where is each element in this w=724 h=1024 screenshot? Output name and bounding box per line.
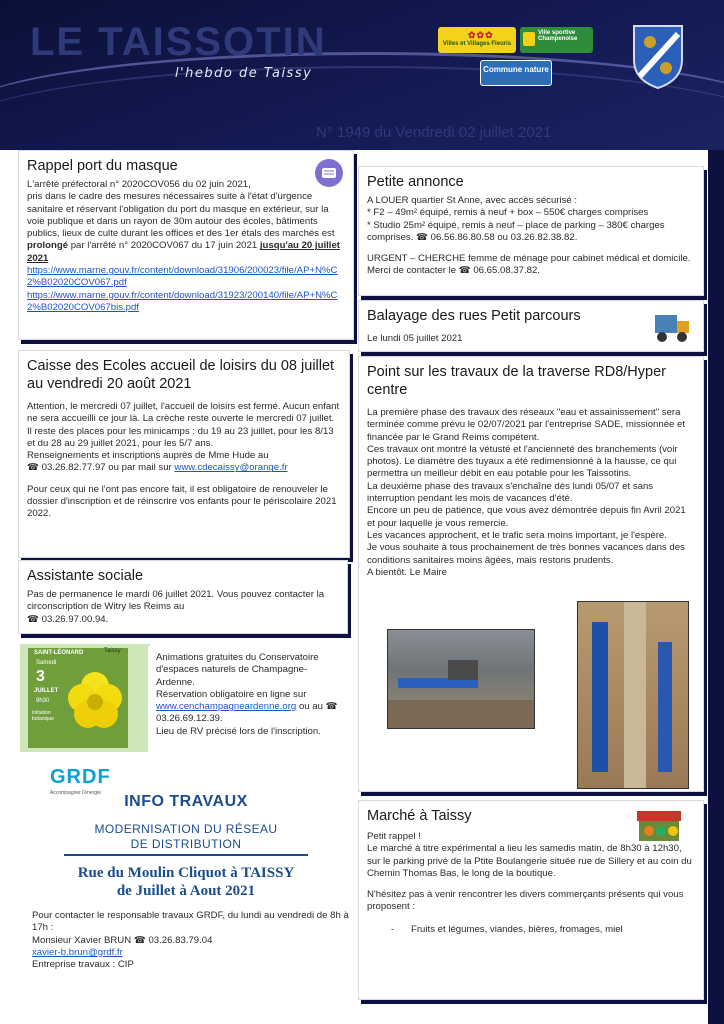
sport-icon xyxy=(523,32,535,46)
poster-brand: SAINT-LÉONARD xyxy=(34,650,84,656)
grdf-location: Rue du Moulin Cliquot à TAISSY de Juillet à Aout 2021 xyxy=(77,865,295,899)
sweeper-truck-icon xyxy=(651,309,695,345)
mask-reminder-box xyxy=(18,150,354,340)
poster-date: 3 xyxy=(36,668,45,685)
poster-time: 9h30 xyxy=(36,698,50,704)
travaux-text: La première phase des travaux des réseaux "eau et assainissement" sera terminée comme prévu le 02/07/2021 par l'entreprise SADE, missionnée et financée par le Grand Reims compétent. Ces travaux ont montré la vétusté et l'ancienneté des branchements (voir photos). Le diamètre des tuyaux a été redimensionné à la hausse, ce qui permettra un meilleur débit en eau potable pour les Taissotins. La deuxième phase des travaux s'enchaîne dès lundi 05/07 et sans interruption pendant les mois de vacances d'été. Encore un peu de patience, que vous avez démontrée depuis fin Avril 2021 et pour laquelle je vous remercie. Les vacances approchent, et le trafic sera moins important, je l'espère. Je vous souhaite à tous prochainement de très bonnes vacances dans des conditions sanitaires moins âgées, mais restons prudents. A bientôt. Le Maire xyxy=(367,407,686,578)
poster-caption: Initiation botanique xyxy=(32,710,54,722)
caisse-ecoles-box xyxy=(18,350,350,558)
grdf-tagline: Accompagner l'énergie xyxy=(50,790,101,796)
list-item: - Fruits et légumes, viandes, bières, fromages, miel xyxy=(391,924,695,936)
info-travaux-heading: INFO TRAVAUX xyxy=(124,793,248,810)
buttercup-flower-image xyxy=(60,664,128,744)
newsletter-subtitle: l'hebdo de Taissy xyxy=(175,66,313,81)
caisse-ecoles-title: Caisse des Ecoles accueil de loisirs du 08 juillet au vendredi 20 août 2021 xyxy=(27,358,335,392)
balayage-box xyxy=(358,300,704,352)
message-icon xyxy=(315,159,343,187)
conservatoire-text: Animations gratuites du Conservatoire d'espaces naturels de Champagne-Ardenne. Réservation obligatoire en ligne sur www.cenchampagneardenne.org ou au ☎ 03.26.69.12.39. Lieu de RV précisé lors de l'inscription. xyxy=(156,652,338,737)
conservatoire-box xyxy=(148,646,348,752)
grdf-flyer xyxy=(20,760,352,1004)
flowers-icon: ✿✿✿ xyxy=(468,30,494,40)
poster-city: Taissy xyxy=(104,648,121,654)
caisse-email-link[interactable]: www.cdecaissy@orange.fr xyxy=(174,462,288,474)
issue-number: N° 1949 du Vendredi 02 juillet 2021 xyxy=(316,124,552,141)
mask-reminder-text xyxy=(27,179,345,314)
marche-product-list xyxy=(367,924,695,936)
market-stall-icon xyxy=(633,809,685,849)
crest-icon xyxy=(632,24,684,90)
decree-link-1[interactable]: https://www.marne.gouv.fr/content/download/31906/200023/file/AP+N%C2%B02020COV067.pdf xyxy=(27,265,338,289)
conservatoire-link[interactable]: www.cenchampagneardenne.org xyxy=(156,701,297,713)
mask-text-line-1: L'arrêté préfectoral n° 2020COV056 du 02 juin 2021, xyxy=(27,179,251,190)
travaux-title: Point sur les travaux de la traverse RD8/Hyper centre xyxy=(367,364,666,398)
modernisation-heading: MODERNISATION DU RÉSEAU DE DISTRIBUTION xyxy=(94,822,278,851)
grdf-contact: Pour contacter le responsable travaux GRDF, du lundi au vendredi de 8h à 17h : Monsieur Xavier BRUN ☎ 03.26.83.79.04 xavier-b.brun@grdf.fr Entreprise travaux : CIP xyxy=(32,910,349,971)
grdf-email-link[interactable]: xavier-b.brun@grdf.fr xyxy=(32,946,123,958)
pipe-photo-1 xyxy=(387,629,535,729)
marche-text: Petit rappel ! Le marché à titre expérimental a lieu les samedis matin, de 8h30 à 12h30, sur le parking privé de la Ptite Boulangerie située rue de Sillery et au coin du Chemin Thomas Bas, le long de la boutique. N'hésitez pas à venir rencontrer les divers commerçants présents qui vous proposent : - Fruits et légumes, viandes, bières, fromages, miel xyxy=(367,831,695,936)
petite-annonce-title: Petite annonce xyxy=(367,174,464,190)
petite-annonce-text: A LOUER quartier St Anne, avec accès sécurisé : * F2 – 49m² équipé, remis à neuf + box – 550€ charges comprises * Studio 25m² équipé, remis à neuf – place de parking – 380€ charges comprises. ☎ 06.56.86.80.58 ou 03.26.82.38.82. URGENT – CHERCHE femme de ménage pour cabinet médical et domicile. Merci de contacter le ☎ 06.65.08.37.82. xyxy=(367,195,691,277)
decree-link-2[interactable]: https://www.marne.gouv.fr/content/download/31923/200140/file/AP+N%C2%B02020COV067bis.pdf xyxy=(27,289,338,313)
caisse-ecoles-text: Attention, le mercredi 07 juillet, l'accueil de loisirs est fermé. Aucun enfant ne sera accueilli ce jour là. La crèche reste ouverte le mercredi 07 juillet. Il reste des places pour les minicamps : du 19 au 23 juillet, pour les 8/13 et du 28 au 29 juillet 2021, pour les 5/7 ans. Renseignements et inscriptions auprès de Mme Hude au ☎ 03.26.82.77.97 ou par mail sur www.cdecaissy@orange.fr Pour ceux qui ne l'ont pas encore fait, il est obligatoire de renouveler le dossier d'inscription et de réinscrire vos enfants pour le périscolaire 2021 2022. xyxy=(27,401,340,520)
marche-box xyxy=(358,800,704,1000)
assistante-sociale-text: Pas de permanence le mardi 06 juillet 2021. Vous pouvez contacter la circonscription de Witry les Reims au ☎ 03.26.97.00.94. xyxy=(27,589,325,625)
assistante-sociale-box xyxy=(18,560,348,634)
grdf-divider xyxy=(64,854,308,856)
newsletter-title: LE TAISSOTIN xyxy=(30,20,327,64)
mask-reminder-title: Rappel port du masque xyxy=(27,158,178,174)
poster-month: JUILLET xyxy=(34,688,59,694)
right-edge-strip xyxy=(708,150,724,1024)
masthead xyxy=(0,0,724,150)
poster-day: Samedi xyxy=(36,660,57,666)
villes-fleuris-badge: ✿✿✿ Villes et Villages Fleuris xyxy=(438,27,516,53)
marche-title: Marché à Taissy xyxy=(367,808,472,824)
balayage-date: Le lundi 05 juillet 2021 xyxy=(367,333,463,344)
pipe-photo-2 xyxy=(577,601,689,789)
commune-nature-badge: Commune nature xyxy=(480,60,552,86)
assistante-sociale-title: Assistante sociale xyxy=(27,568,144,584)
balayage-title: Balayage des rues Petit parcours xyxy=(367,308,581,324)
petite-annonce-box xyxy=(358,166,704,296)
event-poster xyxy=(28,648,128,748)
travaux-box xyxy=(358,356,704,792)
mask-text-body: pris dans le cadre des mesures nécessaires suite à l'état d'urgence sanitaire et réservant l'obligation du port du masque en extérieur, sur la voie publique et dans un rayon de 30m autour des écoles, bâtiments publics, lieux de culte durant les offices et des 1er étals des marchés est prolongé par l'arrêté n° 2020COV067 du 17 juin 2021 jusqu'au 20 juillet 2021 xyxy=(27,191,340,264)
grdf-logo: GRDF xyxy=(50,766,111,788)
ville-sportive-badge: Ville sportive Champenoise xyxy=(520,27,593,53)
